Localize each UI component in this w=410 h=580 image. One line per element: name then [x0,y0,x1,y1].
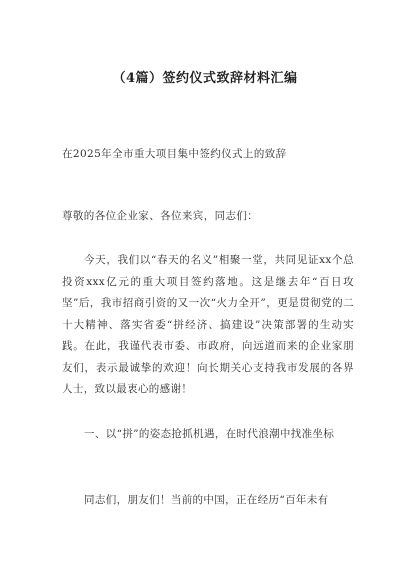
salutation: 尊敬的各位企业家、各位来宾，同志们： [62,210,259,222]
body-paragraph: 同志们，朋友们！当前的中国，正在经历“百年未有 [84,494,329,506]
speech-subtitle: 在2025年全市重大项目集中签约仪式上的致辞 [62,148,287,160]
section-heading: 一、以“拼”的姿态抢抓机遇，在时代浪潮中找准坐标 [84,428,335,440]
document-title: （4篇）签约仪式致辞材料汇编 [112,71,298,86]
opening-paragraph: 今天，我们以“春天的名义”相聚一堂，共同见证xx个总投资xxx亿元的重大项目签约落地。这是继去年“百日攻坚”后，我市招商引资的又一次“火力全开”，更是贯彻党的二十大精神、落实省委“拼经济、搞建设”决策部署的生动实践。在此，我谨代表市委、市政府，向远道而来的企业家朋友们，表示最诚挚的欢迎！向长期关心支持我市发展的各界人士，致以最衷心的感谢！ [62,254,354,395]
